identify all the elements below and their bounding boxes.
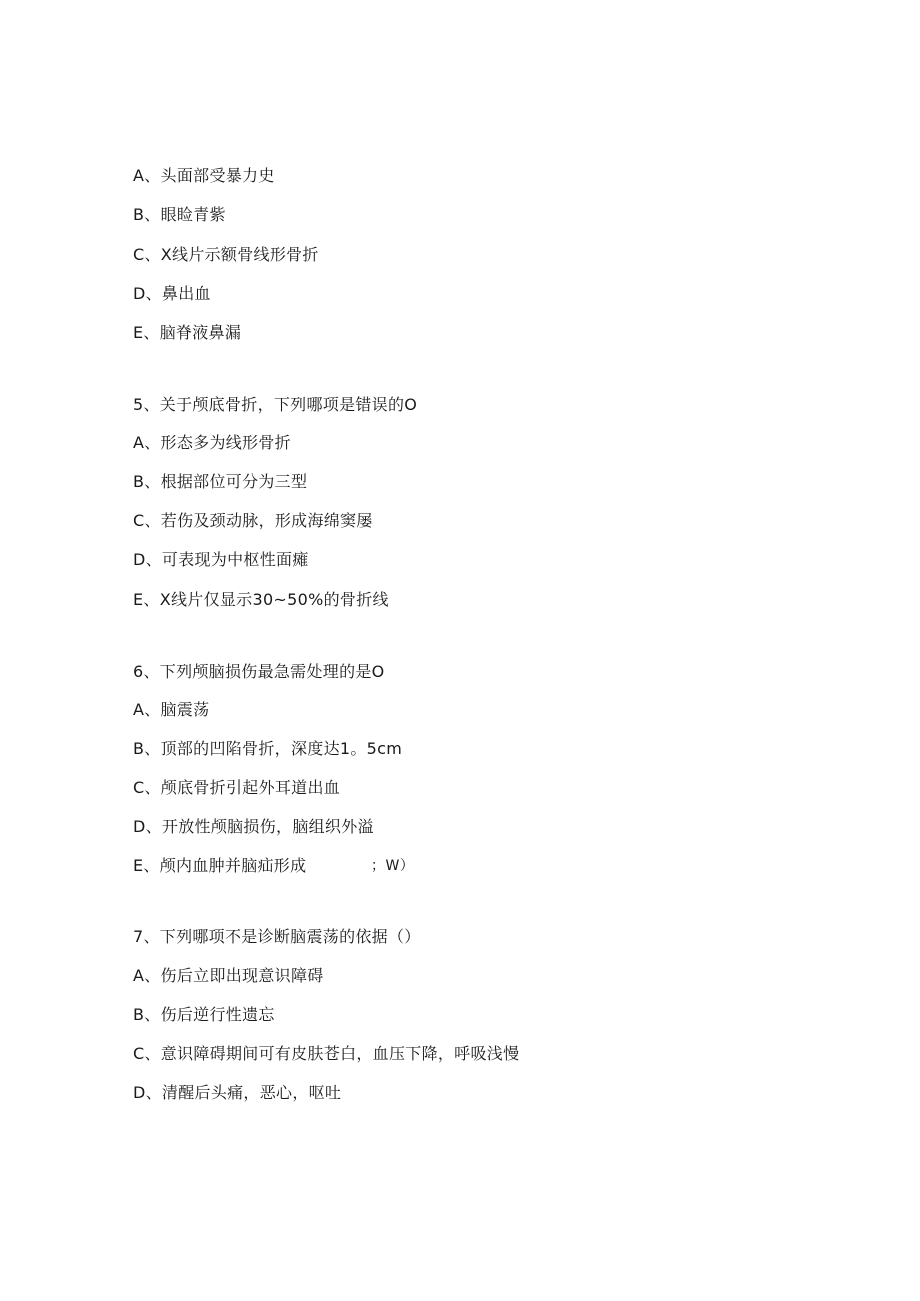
q7-option-d: D、清醒后头痛，恶心，呕吐 xyxy=(133,1083,342,1102)
q7-stem: 7、下列哪项不是诊断脑震荡的依据（） xyxy=(133,927,421,946)
q4-option-d: D、鼻出血 xyxy=(133,284,211,303)
q6-option-d: D、开放性颅脑损伤，脑组织外溢 xyxy=(133,817,374,836)
q4-option-c: C、X线片示额骨线形骨折 xyxy=(133,245,319,264)
q5-option-d: D、可表现为中枢性面瘫 xyxy=(133,550,309,569)
q4-option-e: E、脑脊液鼻漏 xyxy=(133,323,242,342)
q5-option-b: B、根据部位可分为三型 xyxy=(133,472,308,491)
q5-option-c: C、若伤及颈动脉，形成海绵窦屡 xyxy=(133,511,373,530)
q6-option-e-mark: ；W） xyxy=(371,858,415,874)
q4-option-a: A、头面部受暴力史 xyxy=(133,166,275,185)
q7-option-a: A、伤后立即出现意识障碍 xyxy=(133,966,324,985)
q6-option-e-row xyxy=(133,853,453,879)
q4-option-b: B、眼睑青紫 xyxy=(133,205,226,224)
q7-option-c: C、意识障碍期间可有皮肤苍白，血压下降，呼吸浅慢 xyxy=(133,1044,520,1063)
q5-option-a: A、形态多为线形骨折 xyxy=(133,433,291,452)
q5-stem: 5、关于颅底骨折，下列哪项是错误的O xyxy=(133,395,418,414)
q6-option-a: A、脑震荡 xyxy=(133,700,210,719)
q6-option-e: E、颅内血肿并脑疝形成 xyxy=(133,856,307,875)
q6-option-c: C、颅底骨折引起外耳道出血 xyxy=(133,778,341,797)
q6-stem: 6、下列颅脑损伤最急需处理的是O xyxy=(133,662,385,681)
q5-option-e: E、X线片仅显示30~50%的骨折线 xyxy=(133,590,389,609)
q7-option-b: B、伤后逆行性遗忘 xyxy=(133,1005,275,1024)
q6-option-b: B、顶部的凹陷骨折，深度达1。5cm xyxy=(133,739,403,758)
